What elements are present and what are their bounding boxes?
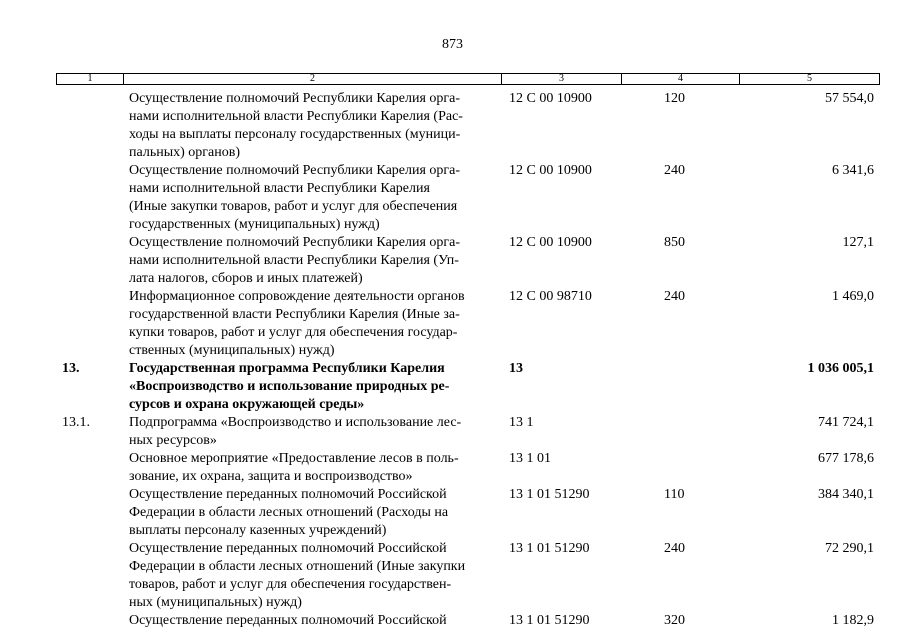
description-line: выплаты персоналу казенных учреждений) [129, 523, 387, 538]
row-type: 240 [664, 541, 685, 556]
row-amount: 1 182,9 [832, 613, 874, 628]
description-line: нами исполнительной власти Республики Карелия [129, 181, 430, 196]
row-number: 13.1. [62, 415, 90, 430]
row-description [129, 450, 501, 486]
description-line: Осуществление переданных полномочий Российской [129, 613, 447, 628]
row-amount: 677 178,6 [818, 451, 874, 466]
table-row [56, 360, 880, 414]
description-line: ных ресурсов» [129, 433, 217, 448]
table-row [56, 540, 880, 612]
table-row [56, 288, 880, 360]
row-code: 12 С 00 10900 [509, 235, 592, 250]
row-code: 13 1 [509, 415, 534, 430]
row-code: 13 1 01 [509, 451, 551, 466]
description-line: (Иные закупки товаров, работ и услуг для обеспечения [129, 199, 458, 214]
table-row [56, 486, 880, 540]
header-col-5: 5 [807, 73, 812, 84]
description-line: ственных (муниципальных) нужд) [129, 343, 335, 358]
row-number [56, 288, 129, 360]
header-col-1: 1 [57, 74, 124, 84]
table-row [56, 414, 880, 450]
row-type [621, 360, 691, 414]
description-line: Информационное сопровождение деятельности органов [129, 289, 465, 304]
description-line: государственной власти Республики Карелия (Иные за- [129, 307, 460, 322]
row-type: 110 [664, 487, 685, 502]
description-line: Осуществление полномочий Республики Карелия орга- [129, 163, 461, 178]
row-type: 320 [664, 613, 685, 628]
description-line: Федерации в области лесных отношений (Расходы на [129, 505, 449, 520]
row-type: 240 [664, 163, 685, 178]
row-number [56, 486, 129, 540]
row-amount: 57 554,0 [825, 91, 874, 106]
row-code: 13 1 01 51290 [509, 487, 590, 502]
description-line: Основное мероприятие «Предоставление лесов в поль- [129, 451, 459, 466]
row-code: 13 [509, 361, 523, 376]
description-line: ходы на выплаты персоналу государственных (муници- [129, 127, 461, 142]
row-amount: 741 724,1 [818, 415, 874, 430]
row-description [129, 612, 501, 630]
description-line: нами исполнительной власти Республики Карелия (Уп- [129, 253, 459, 268]
row-code: 13 1 01 51290 [509, 613, 590, 628]
row-description [129, 90, 501, 162]
description-line: зование, их охрана, защита и воспроизводство» [129, 469, 413, 484]
row-amount: 1 036 005,1 [807, 361, 874, 376]
table-row [56, 450, 880, 486]
table-header [56, 73, 880, 85]
header-col-2: 2 [124, 74, 502, 84]
header-col-3: 3 [502, 74, 622, 84]
description-line: товаров, работ и услуг для обеспечения государствен- [129, 577, 452, 592]
description-line: «Воспроизводство и использование природных ре- [129, 379, 450, 394]
row-amount: 6 341,6 [832, 163, 874, 178]
row-code: 12 С 00 98710 [509, 289, 592, 304]
description-line: Осуществление переданных полномочий Российской [129, 541, 447, 556]
row-number [56, 162, 129, 234]
row-code: 13 1 01 51290 [509, 541, 590, 556]
description-line: Государственная программа Республики Карелия [129, 361, 445, 376]
row-amount: 127,1 [842, 235, 874, 250]
table-body [56, 90, 880, 630]
row-type: 120 [664, 91, 685, 106]
description-line: пальных) органов) [129, 145, 240, 160]
row-number [56, 90, 129, 162]
row-number [56, 450, 129, 486]
row-description [129, 486, 501, 540]
row-number [56, 234, 129, 288]
description-line: Осуществление полномочий Республики Карелия орга- [129, 91, 461, 106]
row-amount: 1 469,0 [832, 289, 874, 304]
row-number: 13. [62, 361, 80, 376]
description-line: Подпрограмма «Воспроизводство и использование лес- [129, 415, 462, 430]
row-description [129, 540, 501, 612]
description-line: Федерации в области лесных отношений (Иные закупки [129, 559, 466, 574]
header-col-4: 4 [622, 74, 740, 84]
row-amount: 72 290,1 [825, 541, 874, 556]
description-line: сурсов и охрана окружающей среды» [129, 397, 365, 412]
row-description [129, 414, 501, 450]
row-description [129, 360, 501, 414]
row-code: 12 С 00 10900 [509, 163, 592, 178]
table-row [56, 162, 880, 234]
row-type: 240 [664, 289, 685, 304]
description-line: нами исполнительной власти Республики Карелия (Рас- [129, 109, 463, 124]
description-line: лата налогов, сборов и иных платежей) [129, 271, 363, 286]
description-line: государственных (муниципальных) нужд) [129, 217, 380, 232]
table-row [56, 612, 880, 630]
description-line: ных (муниципальных) нужд) [129, 595, 302, 610]
description-line: купки товаров, работ и услуг для обеспечения государ- [129, 325, 458, 340]
description-line: Осуществление переданных полномочий Российской [129, 487, 447, 502]
row-number [56, 540, 129, 612]
row-type: 850 [664, 235, 685, 250]
row-type [621, 414, 691, 450]
row-description [129, 234, 501, 288]
table-row [56, 90, 880, 162]
row-description [129, 288, 501, 360]
row-amount: 384 340,1 [818, 487, 874, 502]
row-type [621, 450, 691, 486]
description-line: Осуществление полномочий Республики Карелия орга- [129, 235, 461, 250]
row-code: 12 С 00 10900 [509, 91, 592, 106]
row-number [56, 612, 129, 630]
row-description [129, 162, 501, 234]
table-row [56, 234, 880, 288]
page-number: 873 [442, 37, 463, 52]
